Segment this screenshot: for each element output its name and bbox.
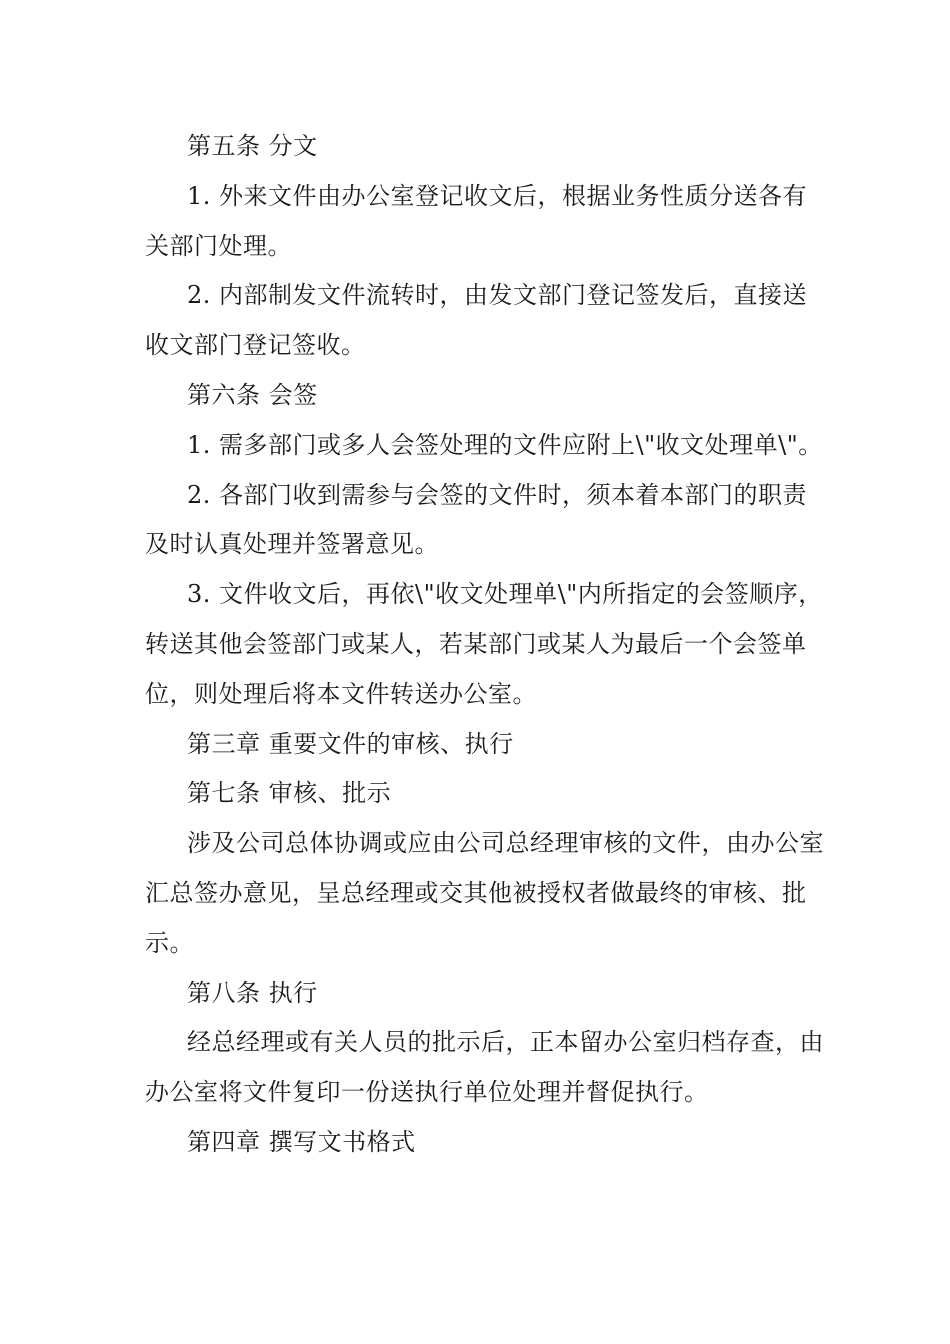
chapter-heading: 第四章 撰写文书格式 <box>187 1127 416 1156</box>
article-heading: 第八条 执行 <box>187 978 318 1007</box>
article-heading: 第六条 会签 <box>187 380 318 409</box>
paragraph: 1. 外来文件由办公室登记收文后，根据业务性质分送各有关部门处理。 <box>145 181 808 260</box>
paragraph: 涉及公司总体协调或应由公司总经理审核的文件，由办公室汇总签办意见，呈总经理或交其他被授权者做最终的审核、批示。 <box>145 829 824 957</box>
article-heading: 第五条 分文 <box>187 132 318 160</box>
paragraph: 2. 各部门收到需参与会签的文件时，须本着本部门的职责及时认真处理并签署意见。 <box>145 480 808 559</box>
article-heading: 第七条 审核、批示 <box>187 779 392 808</box>
paragraph: 1. 需多部门或多人会签处理的文件应附上\"收文处理单\"。 <box>187 430 823 459</box>
chapter-heading: 第三章 重要文件的审核、执行 <box>187 729 514 758</box>
paragraph: 2. 内部制发文件流转时，由发文部门登记签发后，直接送收文部门登记签收。 <box>145 281 808 360</box>
paragraph: 经总经理或有关人员的批示后，正本留办公室归档存查，由办公室将文件复印一份送执行单位处理并督促执行。 <box>145 1028 824 1107</box>
paragraph: 3. 文件收文后，再依\"收文处理单\"内所指定的会签顺序，转送其他会签部门或某人，若某部门或某人为最后一个会签单位，则处理后将本文件转送办公室。 <box>145 580 823 708</box>
